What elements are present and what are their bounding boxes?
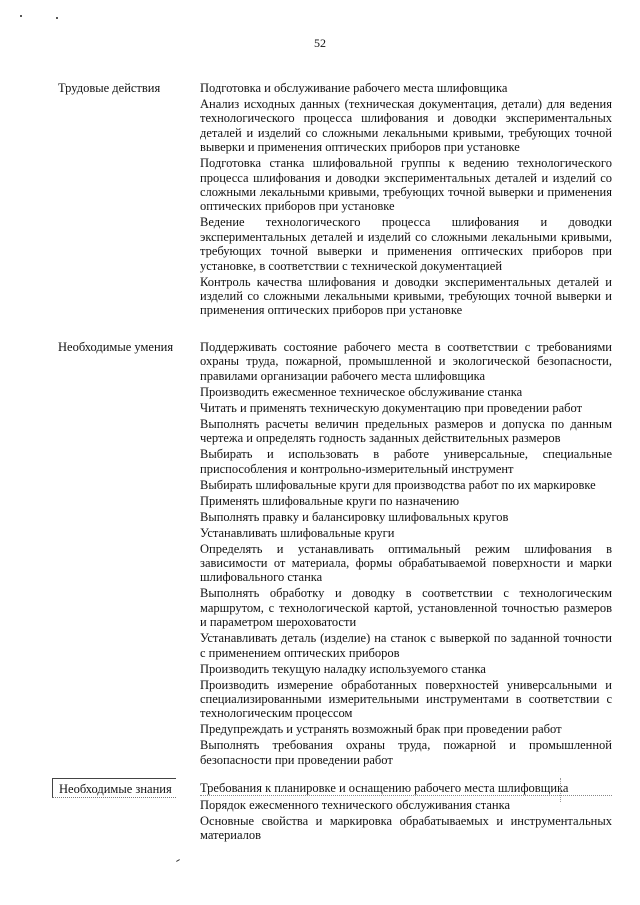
list-item: Ведение технологического процесса шлифования и доводки экспериментальных деталей и изделий со сложными лекальными кривыми, требующих точной выверки и применения оптических приборов при установке, в соответствии с технической документацией <box>200 215 612 273</box>
list-item: Контроль качества шлифования и доводки экспериментальных деталей и изделий со сложными лекальными кривыми, требующих точной выверки и применения оптических приборов при установке <box>200 274 612 318</box>
scan-speck <box>20 15 22 17</box>
list-item: Поддерживать состояние рабочего места в соответствии с требованиями охраны труда, пожарной, промышленной и экологической безопасности, правилами организации рабочего места шлифовщика <box>200 340 612 383</box>
section-required-knowledge <box>52 781 620 841</box>
list-item: Предупреждать и устранять возможный брак при проведении работ <box>200 722 562 737</box>
section-label: Необходимые умения <box>58 340 174 354</box>
list-item: Определять и устанавливать оптимальный режим шлифования в зависимости от материала, формы обрабатываемой поверхности и марки шлифовального станка <box>200 541 612 585</box>
section-label: Трудовые действия <box>58 81 161 95</box>
list-item: Производить измерение обработанных поверхностей универсальными и специализированными измерительными инструментами в соответствии с технологическим процессом <box>200 677 612 721</box>
list-item: Порядок ежесменного технического обслуживания станка <box>200 798 511 812</box>
list-item: Основные свойства и маркировка обрабатываемых и инструментальных материалов <box>200 814 612 843</box>
list-item: Применять шлифовальные круги по назначению <box>200 493 460 508</box>
scan-speck <box>56 17 58 19</box>
table-border <box>560 778 561 802</box>
list-item: Выбирать и использовать в работе универсальные, специальные приспособления и контрольно-измерительный инструмент <box>200 447 612 476</box>
list-item: Выполнять требования охраны труда, пожарной и промышленной безопасности при проведении работ <box>200 738 612 767</box>
section-labor-actions <box>52 81 620 336</box>
list-item: Производить ежесменное техническое обслуживание станка <box>200 384 523 399</box>
list-item: Устанавливать шлифовальные круги <box>200 525 395 540</box>
list-item: Читать и применять техническую документацию при проведении работ <box>200 400 583 415</box>
section-required-skills <box>52 340 620 775</box>
list-item: Выполнять расчеты величин предельных размеров и допуска по данным чертежа и определять годность заданных действительных размеров <box>200 416 612 446</box>
list-item: Выполнять обработку и доводку в соответствии с технологическим маршрутом, с технологической картой, установленной точностью размеров и параметром шероховатости <box>200 586 612 630</box>
list-item: Выбирать шлифовальные круги для производства работ по их маркировке <box>200 477 596 492</box>
list-item: Подготовка и обслуживание рабочего места шлифовщика <box>200 81 508 95</box>
page-number: 52 <box>314 36 326 50</box>
list-item: Выполнять правку и балансировку шлифовальных кругов <box>200 509 509 524</box>
list-item: Анализ исходных данных (техническая документация, детали) для ведения технологического процесса шлифования и доводки экспериментальных деталей и изделий со сложными лекальными кривыми, требующих точной выверки и применения оптических приборов при установке <box>200 97 612 155</box>
item-list <box>200 340 612 769</box>
scan-speck <box>176 859 180 862</box>
item-list <box>200 81 612 319</box>
section-label: Необходимые знания <box>52 778 176 798</box>
item-list <box>200 781 612 844</box>
list-item: Производить текущую наладку используемого станка <box>200 661 486 676</box>
list-item: Подготовка станка шлифовальной группы к ведению технологического процесса шлифования и доводки экспериментальных деталей и изделий со сложными лекальными кривыми, требующих точной выверки и применения оптических приборов при установке <box>200 156 612 214</box>
list-item: Требования к планировке и оснащению рабочего места шлифовщика <box>200 781 612 796</box>
list-item: Устанавливать деталь (изделие) на станок с выверкой по заданной точности с применением оптических приборов <box>200 631 612 660</box>
